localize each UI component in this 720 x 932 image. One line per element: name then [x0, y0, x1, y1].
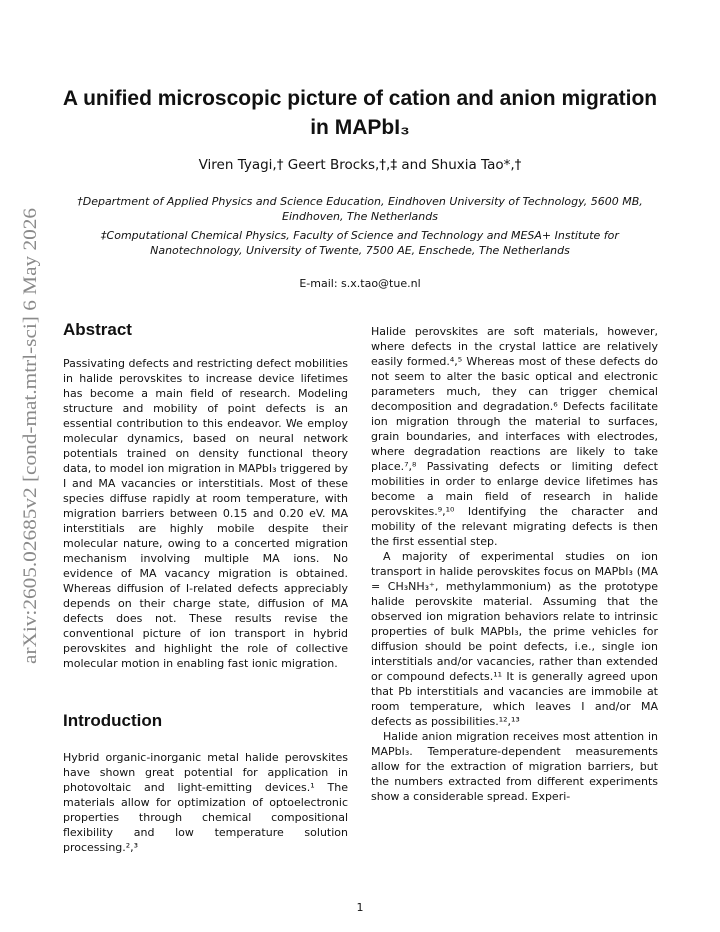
- abstract-heading: Abstract: [63, 320, 132, 339]
- paper-title: A unified microscopic picture of cation and anion migration in MAPbI₃: [62, 87, 658, 139]
- arxiv-identifier-stamp: [20, 208, 42, 664]
- arxiv-stamp-graphic: [20, 208, 42, 664]
- page-number: 1: [356, 901, 364, 914]
- introduction-body: [63, 750, 348, 855]
- right-column-body: [371, 324, 658, 804]
- body-paragraph: A majority of experimental studies on ion transport in halide perovskites focus on MAPbI₃ (MA = CH₃NH₃⁺, methylammonium) as the prototype halide perovskite material. Assuming that the observed ion migration behaviors relate to intrinsic properties of bulk MAPbI₃, the prime vehicles for diffusion should be point defects, i.e., single ion interstitials and/or vacancies, rather than extended or compound defects.¹¹ It is generally agreed upon that Pb interstitials and vacancies are immobile at room temperature, which leaves I and/or MA defects as possibilities.¹²,¹³: [371, 550, 658, 728]
- affiliation-2: ‡Computational Chemical Physics, Faculty of Science and Technology and MESA+ Institute for Nanotechnology, University of Twente, 7500 AE, Enschede, The Netherlands: [101, 229, 619, 257]
- body-paragraph: Halide perovskites are soft materials, however, where defects in the crystal lattice are relatively easily formed.⁴,⁵ Whereas most of these defects do not seem to alter the basic optical and electronic parameters much, they can trigger chemical decomposition and degradation.⁶ Defects facilitate ion migration through the material to surfaces, grain boundaries, and interfaces with electrodes, where degradation reactions are likely to take place.⁷,⁸ Passivating defects or limiting defect mobilities in order to enlarge device lifetimes has become a main field of research in halide perovskites.⁹,¹⁰ Identifying the character and mobility of the relevant migrating defects is then the first essential step.: [371, 325, 658, 548]
- contact-email: E-mail: s.x.tao@tue.nl: [299, 277, 421, 290]
- body-paragraph: Halide anion migration receives most attention in MAPbI₃. Temperature-dependent measurements allow for the extraction of migration barriers, but the numbers extracted from different experiments show a considerable spread. Experi-: [371, 730, 658, 803]
- abstract-body: [63, 356, 348, 671]
- author-list: Viren Tyagi,† Geert Brocks,†,‡ and Shuxia Tao*,†: [198, 157, 522, 173]
- abstract-text: Passivating defects and restricting defect mobilities in halide perovskites to increase device lifetimes has become a main field of research. Modeling structure and mobility of point defects is an essential contribution to this endeavor. We employ molecular dynamics, based on neural network potentials trained on density functional theory data, to model ion migration in MAPbI₃ triggered by I and MA vacancies or interstitials. Most of these species diffuse rapidly at room temperature, with migration barriers between 0.15 and 0.20 eV. MA interstitials are highly mobile despite their molecular nature, owing to a concerted migration mechanism involving multiple MA ions. No evidence of MA vacancy migration is obtained. Whereas diffusion of I-related defects appreciably depends on their charge state, diffusion of MA defects does not. These results revise the conventional picture of ion transport in hybrid perovskites and highlight the role of collective molecular motion in enabling fast ionic migration.: [63, 357, 348, 670]
- affiliation-1: †Department of Applied Physics and Science Education, Eindhoven University of Technology, 5600 MB, Eindhoven, The Netherlands: [77, 195, 643, 223]
- introduction-paragraph: Hybrid organic-inorganic metal halide perovskites have shown great potential for application in photovoltaic and light-emitting devices.¹ The materials allow for optimization of optoelectronic properties through chemical compositional flexibility and low temperature solution processing.²,³: [63, 751, 348, 854]
- introduction-heading: Introduction: [63, 711, 163, 730]
- arxiv-stamp-text: arXiv:2605.02685v2 [cond-mat.mtrl-sci] 6 May 2026: [20, 256, 41, 664]
